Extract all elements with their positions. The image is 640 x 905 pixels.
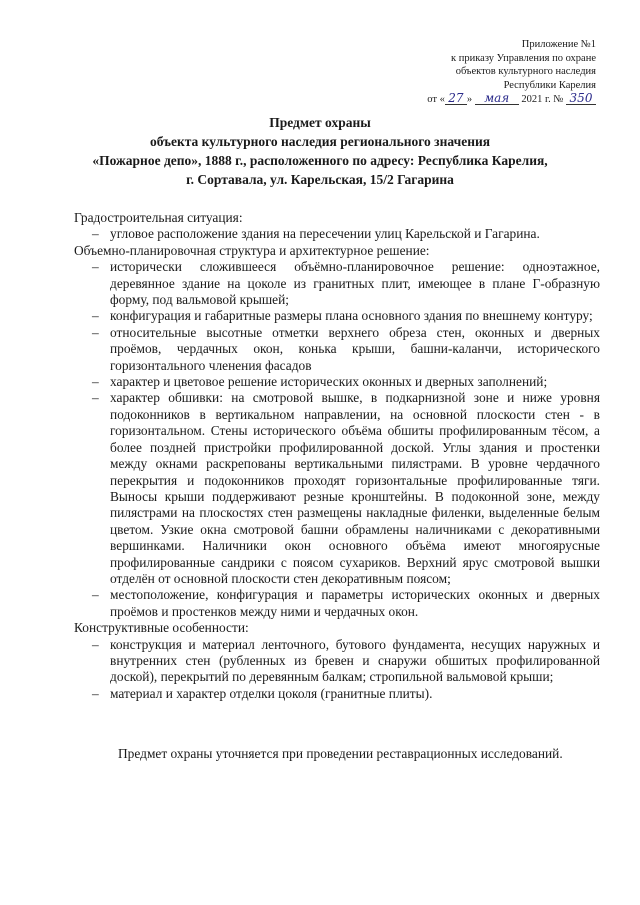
list-item: – конфигурация и габаритные размеры плана основного здания по внешнему контуру; bbox=[92, 308, 593, 324]
bullet-dash: – bbox=[92, 259, 99, 275]
bullet-dash: – bbox=[92, 587, 99, 603]
appendix-line-4: Республики Карелия bbox=[503, 79, 596, 91]
appendix-line-1: Приложение №1 bbox=[521, 39, 596, 50]
bullet-dash: – bbox=[92, 390, 99, 406]
document-title bbox=[60, 113, 580, 189]
order-date-line bbox=[336, 92, 596, 107]
bullet-dash: – bbox=[92, 324, 99, 340]
section-heading-structure: Конструктивные особенности: bbox=[74, 620, 249, 636]
bullet-dash: – bbox=[92, 374, 99, 390]
order-year: 2021 г. № bbox=[521, 94, 564, 105]
order-month: мая bbox=[475, 92, 519, 105]
list-item: – характер и цветовое решение исторических оконных и дверных заполнений; bbox=[92, 374, 548, 390]
appendix-line-3: объектов культурного наследия bbox=[455, 66, 596, 77]
section-list-structure bbox=[74, 637, 600, 703]
section-list-urban bbox=[74, 226, 600, 242]
title-line-2: объекта культурного наследия регионального значения bbox=[149, 134, 491, 149]
list-item: – материал и характер отделки цоколя (гранитные плиты). bbox=[92, 685, 433, 701]
date-quote: » bbox=[466, 94, 473, 105]
order-number: 350 bbox=[566, 92, 596, 105]
bullet-dash: – bbox=[92, 226, 99, 242]
list-item: – местоположение, конфигурация и параметры исторических оконных и дверных проёмов и простенков между ними и чердачных окон. bbox=[92, 587, 600, 619]
appendix-line-2: к приказу Управления по охране bbox=[451, 52, 596, 64]
list-item: – исторически сложившееся объёмно-планировочное решение: одноэтажное, деревянное здание на цоколе из гранитных плит, имеющее в плане Г-образную форму, под вальмовой крышей; bbox=[92, 259, 600, 308]
date-prefix: от « bbox=[427, 94, 445, 105]
bullet-dash: – bbox=[92, 685, 99, 701]
list-item: – характер обшивки: на смотровой вышке, в подкарнизной зоне и ниже уровня подоконников в вертикальном направлении, на основной плоскости стен - в горизонтальном. Стены исторического объёма обшиты профилированным тёсом, а более поздней пристройки профилированной доской. Углы здания и простенки между окнами раскрепованы вертикальными пилястрами. В уровне чердачного перекрытия и подоконников проходят горизонтальные профилированные тяги. Выносы крыши поддерживают резные кронштейны. В подоконной зоне, между пилястрами на плоскостях стен размещены накладные филенки, выделенные белым цветом. Узкие окна смотровой башни обрамлены наличниками с декоративными вершинками. Наличники окон основного объёма имеют многоярусные профилированные сандрики с поясом сухариков. Верхний ярус смотровой вышки отделён от основной плоскости стен декоративным поясом; bbox=[92, 390, 600, 586]
title-line-3: «Пожарное депо», 1888 г., расположенного по адресу: Республика Карелия, bbox=[92, 153, 548, 168]
list-item: – конструкция и материал ленточного, бутового фундамента, несущих наружных и внутренних стен (рубленных из бревен и снаружи обшитых профилированной доской), перекрытий по деревянным балкам; стропильной вальмовой крыши; bbox=[92, 636, 600, 685]
document-body bbox=[74, 210, 600, 702]
section-list-architecture bbox=[74, 259, 600, 620]
appendix-block bbox=[336, 38, 596, 107]
order-day: 27 bbox=[445, 92, 467, 105]
title-line-1: Предмет охраны bbox=[269, 115, 371, 130]
section-heading-architecture: Объемно-планировочная структура и архитектурное решение: bbox=[74, 242, 430, 258]
bullet-dash: – bbox=[92, 308, 99, 324]
title-line-4: г. Сортавала, ул. Карельская, 15/2 Гагарина bbox=[186, 172, 454, 187]
closing-note: Предмет охраны уточняется при проведении реставрационных исследований. bbox=[118, 746, 563, 761]
list-item: – угловое расположение здания на пересечении улиц Карельской и Гагарина. bbox=[92, 226, 540, 242]
bullet-dash: – bbox=[92, 636, 99, 652]
list-item: – относительные высотные отметки верхнего обреза стен, оконных и дверных проёмов, чердачных окон, конька крыши, башни-каланчи, исторического горизонтального членения фасадов bbox=[92, 324, 600, 373]
section-heading-urban: Градостроительная ситуация: bbox=[74, 210, 243, 225]
